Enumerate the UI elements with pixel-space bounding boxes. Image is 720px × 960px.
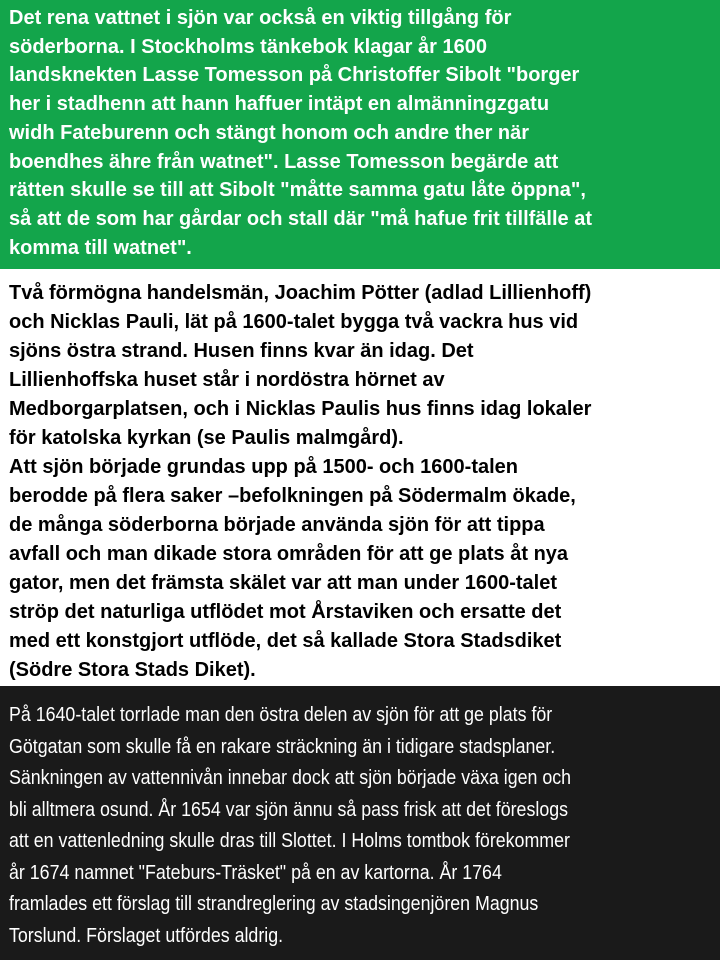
text-line: Medborgarplatsen, och i Nicklas Paulis hus finns idag lokaler [9,398,592,420]
text-line: Att sjön började grundas upp på 1500- och 1600-talen [9,456,518,478]
text-line: På 1640-talet torrlade man den östra delen av sjön för att ge plats för [9,704,553,726]
text-line: Två förmögna handelsmän, Joachim Pötter (adlad Lillienhoff) [9,282,592,304]
paragraph-drainage-history [9,700,720,952]
text-line: boendhes ähre från watnet". Lasse Tomesson begärde att [9,150,559,173]
text-line: bli alltmera osund. År 1654 var sjön ännu så pass frisk att det föreslogs [9,798,569,821]
text-line: med ett konstgjort utflöde, det så kallade Stora Stadsdiket [9,630,562,652]
dark-text-panel [0,686,720,960]
text-line: för katolska kyrkan (se Paulis malmgård). [9,427,404,449]
green-text-panel [0,0,720,269]
text-line: gator, men det främsta skälet var att man under 1600-talet [9,572,557,594]
text-line: och Nicklas Pauli, lät på 1600-talet bygga två vackra hus vid [9,311,579,333]
text-line: sjöns östra strand. Husen finns kvar än idag. Det [9,340,474,362]
text-line: (Södre Stora Stads Diket). [9,659,256,681]
paragraph-water-resource [9,4,712,262]
text-line: Torslund. Förslaget utfördes aldrig. [9,924,284,947]
text-line: att en vattenledning skulle dras till Slottet. I Holms tomtbok förekommer [9,830,570,852]
text-line: komma till watnet". [9,236,192,259]
text-line: avfall och man dikade stora områden för att ge plats åt nya [9,543,569,565]
text-line: de många söderborna började använda sjön för att tippa [9,514,545,536]
text-line: år 1674 namnet "Fateburs-Träsket" på en av kartorna. År 1764 [9,861,502,884]
text-line: rätten skulle se till att Sibolt "måtte samma gatu låte öppna", [9,179,586,202]
text-line: widh Fateburenn och stängt honom och andre ther när [9,121,530,144]
text-line: Lillienhoffska huset står i nordöstra hörnet av [9,369,445,391]
text-line: her i stadhenn att hann haffuer intäpt en almänningzgatu [9,93,550,116]
text-line: landsknekten Lasse Tomesson på Christoffer Sibolt "borger [9,64,580,87]
white-text-panel [0,269,720,686]
text-line: berodde på flera saker –befolkningen på Södermalm ökade, [9,485,576,507]
text-line: söderborna. I Stockholms tänkebok klagar år 1600 [9,35,487,58]
paragraph-merchants-history [9,279,712,685]
text-line: framlades ett förslag till strandreglering av stadsingenjören Magnus [9,893,539,915]
text-line: Sänkningen av vattennivån innebar dock att sjön började växa igen och [9,767,572,789]
text-line: så att de som har gårdar och stall där "må hafue frit tillfälle at [9,207,592,230]
text-line: ströp det naturliga utflödet mot Årstaviken och ersatte det [9,601,562,623]
text-line: Det rena vattnet i sjön var också en viktig tillgång för [9,7,512,29]
text-line: Götgatan som skulle få en rakare sträckning än i tidigare stadsplaner. [9,735,556,758]
